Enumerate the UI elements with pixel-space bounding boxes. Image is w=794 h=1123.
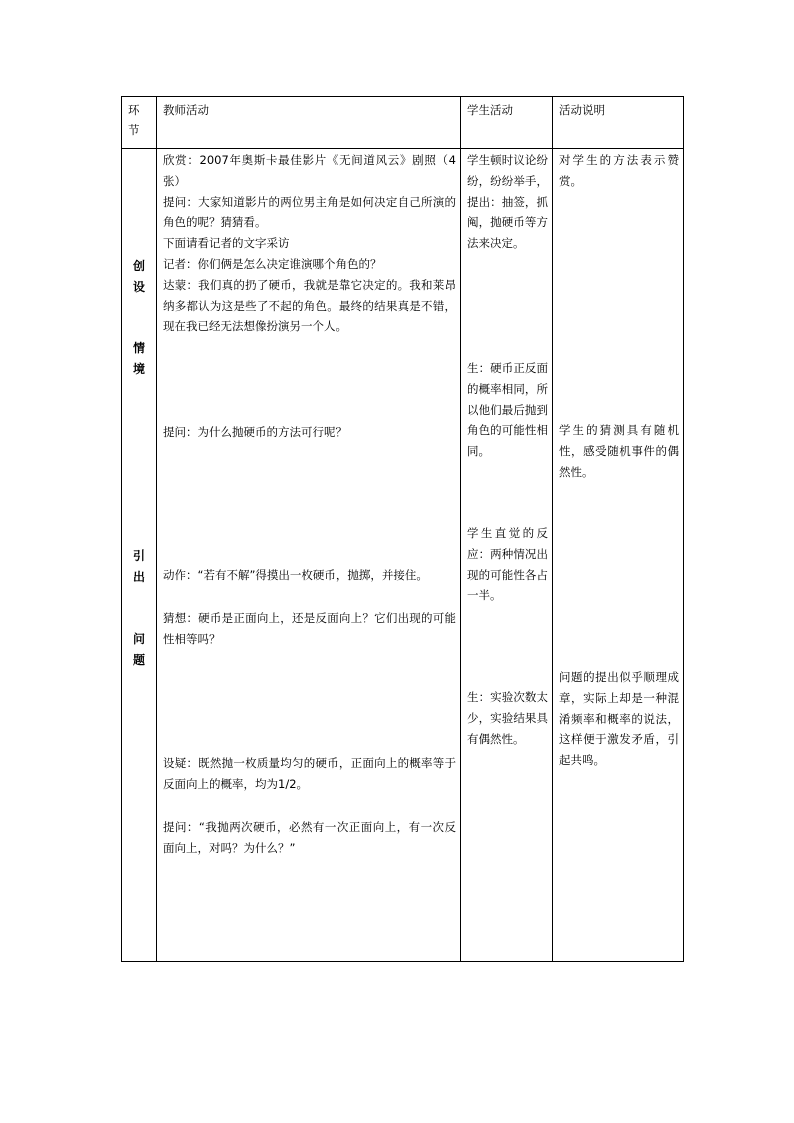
student-response-1: 学生顿时议论纷纷，纷纷举手，提出：抽签，抓阄，抛硬币等方法来决定。 xyxy=(467,153,548,251)
student-column xyxy=(461,149,553,962)
teacher-para-8: 猜想：硬币是正面向上，还是反面向上？它们出现的可能性相等吗？ xyxy=(163,611,456,646)
teacher-para-7: 动作：“若有不解”得摸出一枚硬币，抛掷，并接住。 xyxy=(163,568,428,582)
teacher-para-2: 提问：大家知道影片的两位男主角是如何决定自己所演的角色的呢？猜猜看。 xyxy=(163,194,456,230)
stage-column xyxy=(122,149,157,962)
notes-column xyxy=(553,149,684,962)
note-3: 问题的提出似乎顺理成章，实际上却是一种混淆频率和概率的说法，这样便于激发矛盾，引起共鸣。 xyxy=(559,670,679,768)
header-notes: 活动说明 xyxy=(553,97,684,149)
stage-char: 引 xyxy=(132,549,145,563)
student-response-2: 生：硬币正反面的概率相同，所以他们最后抛到角色的可能性相同。 xyxy=(467,361,548,459)
teacher-para-6: 提问：为什么抛硬币的方法可行呢？ xyxy=(163,425,347,439)
stage-char: 题 xyxy=(132,653,145,667)
table-body-row xyxy=(122,149,684,962)
stage-char: 境 xyxy=(132,362,145,376)
stage-char: 设 xyxy=(132,280,145,294)
note-2: 学生的猜测具有随机性，感受随机事件的偶然性。 xyxy=(559,423,679,479)
student-response-3: 学生直觉的反应：两种情况出现的可能性各占一半。 xyxy=(467,526,548,603)
header-student: 学生活动 xyxy=(461,97,553,149)
header-teacher: 教师活动 xyxy=(157,97,461,149)
lesson-plan-table xyxy=(121,96,684,962)
table-header-row xyxy=(122,97,684,149)
teacher-para-4: 记者：你们俩是怎么决定谁演哪个角色的？ xyxy=(163,256,382,271)
stage-char: 情 xyxy=(132,341,145,355)
teacher-para-5: 达蒙：我们真的扔了硬币，我就是靠它决定的。我和莱昂纳多都认为这是些了不起的角色。最终的结果真是不错，现在我已经无法想像扮演另一个人。 xyxy=(163,277,456,334)
teacher-para-9: 设疑：既然抛一枚质量均匀的硬币，正面向上的概率等于反面向上的概率，均为1/2。 xyxy=(163,756,456,791)
stage-char: 出 xyxy=(132,570,145,584)
teacher-para-10: 提问：“我抛两次硬币，必然有一次正面向上，有一次反面向上，对吗？为什么？” xyxy=(163,820,456,855)
stage-char: 创 xyxy=(132,259,145,273)
stage-char: 问 xyxy=(132,632,145,646)
student-response-4: 生：实验次数太少，实验结果具有偶然性。 xyxy=(467,690,548,746)
teacher-column xyxy=(157,149,461,962)
header-stage-line-1: 环 xyxy=(128,103,140,117)
header-stage-line-2: 节 xyxy=(128,123,140,137)
teacher-para-1: 欣赏：2007年奥斯卡最佳影片《无间道风云》剧照（4张） xyxy=(163,153,456,188)
header-stage xyxy=(122,97,157,149)
teacher-para-3: 下面请看记者的文字采访 xyxy=(163,236,290,251)
note-1: 对学生的方法表示赞赏。 xyxy=(559,153,679,188)
